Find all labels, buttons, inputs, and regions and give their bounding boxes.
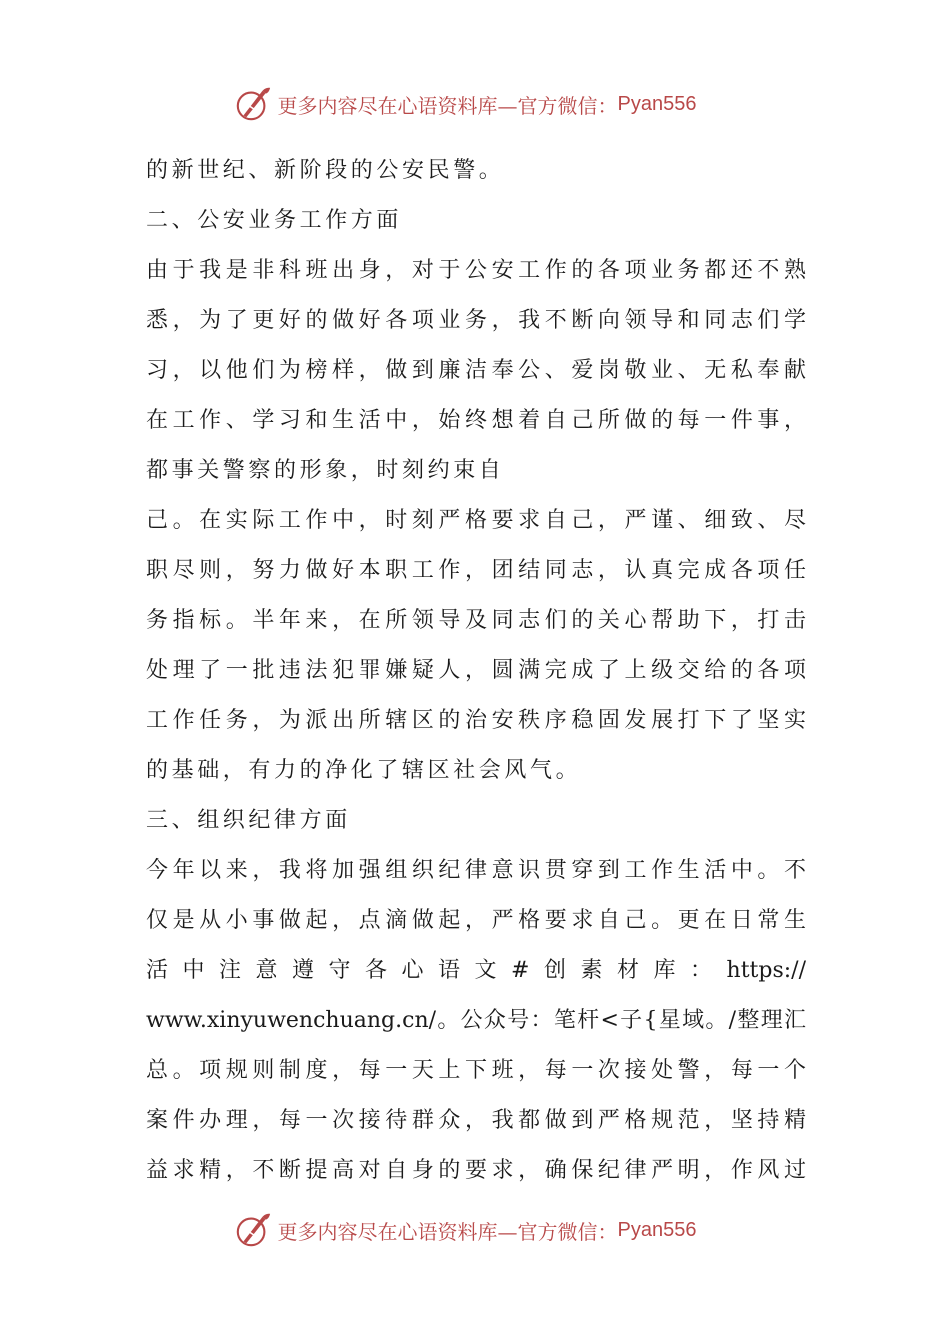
text-line: 由于我是非科班出身，对于公安工作的各项业务都还不熟 (146, 258, 806, 283)
banner-text: 更多内容尽在心语资料库—官方微信： (277, 1219, 618, 1244)
text-line: 总。项规则制度，每一天上下班，每一次接处警，每一个 (146, 1058, 806, 1083)
text-line: 职尽则，努力做好本职工作，团结同志，认真完成各项任 (146, 558, 806, 583)
text-line: 务指标。半年来，在所领导及同志们的关心帮助下，打击 (146, 608, 806, 633)
text-line-url: www.xinyuwenchuang.cn/。公众号：笔杆<子{星域。/整理汇 (146, 1008, 806, 1033)
text-line: 习，以他们为榜样，做到廉洁奉公、爱岗敬业、无私奉献 (146, 358, 806, 383)
header-banner (0, 82, 950, 126)
text-line: 益求精，不断提高对自身的要求，确保纪律严明，作风过 (146, 1158, 806, 1183)
quill-pen-logo-icon (234, 85, 272, 123)
header-banner-content (234, 85, 697, 123)
text-line: 悉，为了更好的做好各项业务，我不断向领导和同志们学 (146, 308, 806, 333)
section-heading: 三、组织纪律方面 (146, 808, 351, 833)
text-line: 工作任务，为派出所辖区的治安秩序稳固发展打下了坚实 (146, 708, 806, 733)
text-line: 仅是从小事做起，点滴做起，严格要求自己。更在日常生 (146, 908, 806, 933)
text-line: 的新世纪、新阶段的公安民警。 (146, 158, 505, 183)
text-line: 都事关警察的形象，时刻约束自 (146, 458, 505, 483)
text-line-spaced: 活中注意遵守各心语文#创素材库：https:// (146, 958, 806, 983)
section-heading: 二、公安业务工作方面 (146, 208, 403, 233)
banner-text: 更多内容尽在心语资料库—官方微信： (277, 93, 618, 118)
footer-banner-content (234, 1211, 697, 1249)
text-line: 今年以来，我将加强组织纪律意识贯穿到工作生活中。不 (146, 858, 806, 883)
quill-pen-logo-icon (234, 1211, 272, 1249)
banner-wechat-id: Pyan556 (617, 1218, 697, 1241)
text-line: 己。在实际工作中，时刻严格要求自己，严谨、细致、尽 (146, 508, 806, 533)
text-line: 在工作、学习和生活中，始终想着自己所做的每一件事， (146, 408, 806, 433)
text-line: 的基础，有力的净化了辖区社会风气。 (146, 758, 582, 783)
text-line: 案件办理，每一次接待群众，我都做到严格规范，坚持精 (146, 1108, 806, 1133)
banner-wechat-id: Pyan556 (617, 92, 697, 115)
document-body (146, 146, 806, 1196)
text-line: 处理了一批违法犯罪嫌疑人，圆满完成了上级交给的各项 (146, 658, 806, 683)
footer-banner (0, 1208, 950, 1252)
